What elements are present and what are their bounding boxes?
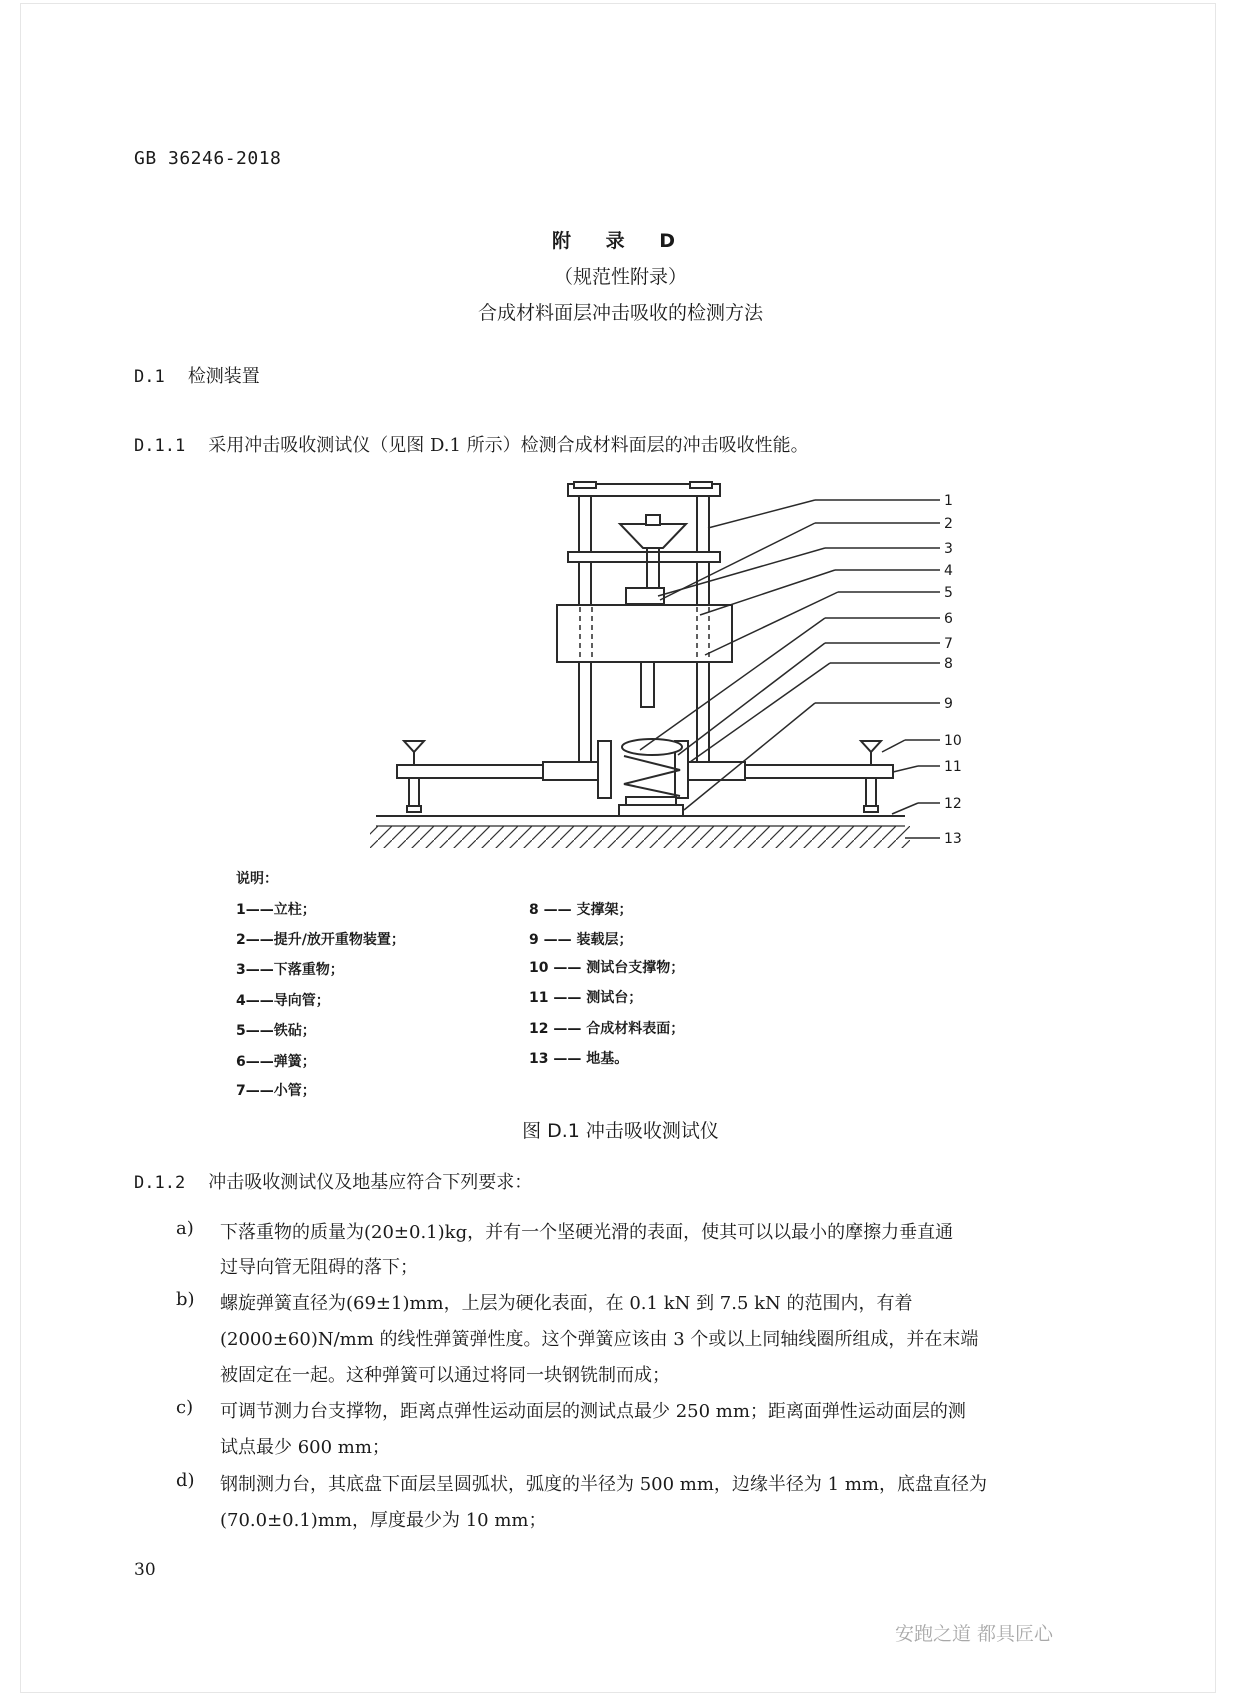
list-marker: c) [176, 1397, 194, 1418]
release-device [620, 524, 686, 548]
watermark-text: 安跑之道 都具匠心 [895, 1623, 1054, 1645]
callout-8: 8 [944, 656, 953, 672]
callout-1: 1 [944, 493, 953, 509]
callout-6: 6 [944, 611, 953, 627]
legend-item: 13 —— 地基。 [529, 1051, 629, 1067]
legend-item: 3——下落重物； [236, 962, 344, 978]
apparatus-drawing [370, 482, 910, 848]
callout-10: 10 [944, 733, 962, 749]
legend-item: 4——导向管； [236, 993, 330, 1009]
annex-title: 附 录 D [551, 230, 689, 252]
section-text: 采用冲击吸收测试仪（见图 D.1 所示）检测合成材料面层的冲击吸收性能。 [208, 435, 809, 456]
callout-7: 7 [944, 636, 953, 652]
callout-5: 5 [944, 585, 953, 601]
section-d12 [134, 1168, 532, 1194]
annex-subtitle: （规范性附录） [553, 266, 687, 288]
section-number: D.1.1 [134, 436, 186, 456]
legend-item: 8 —— 支撑架； [529, 902, 633, 918]
legend-item: 1——立柱； [236, 902, 316, 918]
ground-hatch [370, 826, 910, 848]
section-number: D.1 [134, 367, 165, 387]
annex-name: 合成材料面层冲击吸收的检测方法 [477, 302, 763, 324]
mid-plate [568, 552, 720, 562]
callout-3: 3 [944, 541, 953, 557]
list-item-line: 试点最少 600 mm； [220, 1437, 390, 1458]
legend-item: 2——提升/放开重物装置； [236, 932, 405, 948]
callout-4: 4 [944, 563, 953, 579]
guide-tube [641, 662, 654, 707]
callout-9: 9 [944, 696, 953, 712]
legend-item: 12 —— 合成材料表面； [529, 1021, 685, 1037]
legend-item: 9 —— 装载层； [529, 932, 633, 948]
list-item-line: 螺旋弹簧直径为(69±1)mm，上层为硬化表面，在 0.1 kN 到 7.5 kN 的范围内，有着 [220, 1293, 913, 1314]
list-item-line: 被固定在一起。这种弹簧可以通过将同一块钢铣制而成； [220, 1365, 670, 1386]
page-number: 30 [134, 1560, 156, 1580]
list-item-line: 过导向管无阻碍的落下； [220, 1257, 418, 1278]
list-marker: d) [176, 1470, 195, 1491]
legend-item: 11 —— 测试台； [529, 990, 643, 1006]
legend-item: 6——弹簧； [236, 1054, 316, 1070]
list-item-line: 钢制测力台，其底盘下面层呈圆弧状，弧度的半径为 500 mm，边缘半径为 1 mm，底盘直径为 [220, 1474, 987, 1495]
section-number: D.1.2 [134, 1173, 186, 1193]
callout-12: 12 [944, 796, 962, 812]
list-item-line: (70.0±0.1)mm，厚度最少为 10 mm； [220, 1510, 547, 1531]
list-item-line: 可调节测力台支撑物，距离点弹性运动面层的测试点最少 250 mm；距离面弹性运动面层的测 [220, 1401, 966, 1422]
crossbar-right [745, 765, 893, 778]
support-right [861, 741, 881, 752]
legend-item: 10 —— 测试台支撑物； [529, 960, 685, 976]
section-title: 检测装置 [187, 366, 260, 387]
bracket-left [598, 741, 611, 798]
crossbar-left [397, 765, 543, 778]
spring-coils [624, 756, 680, 796]
callout-13: 13 [944, 831, 962, 847]
figure-caption: 图 D.1 冲击吸收测试仪 [522, 1120, 719, 1142]
legend-label: 说明： [236, 871, 278, 887]
list-item-line: (2000±60)N/mm 的线性弹簧弹性度。这个弹簧应该由 3 个或以上同轴线圈所组成，并在末端 [220, 1329, 979, 1350]
callout-2: 2 [944, 516, 953, 532]
list-marker: b) [176, 1289, 195, 1310]
support-left [404, 741, 424, 752]
section-text: 冲击吸收测试仪及地基应符合下列要求： [208, 1172, 533, 1193]
legend-item: 5——铁砧； [236, 1023, 316, 1039]
callout-11: 11 [944, 759, 962, 775]
document-id: GB 36246-2018 [134, 148, 282, 169]
list-marker: a) [176, 1218, 194, 1239]
test-stand [619, 805, 683, 816]
callout-numbers [944, 493, 962, 847]
legend-item: 7——小管； [236, 1083, 316, 1099]
list-item-line: 下落重物的质量为(20±0.1)kg，并有一个坚硬光滑的表面，使其可以以最小的摩擦力垂直通 [220, 1222, 954, 1243]
